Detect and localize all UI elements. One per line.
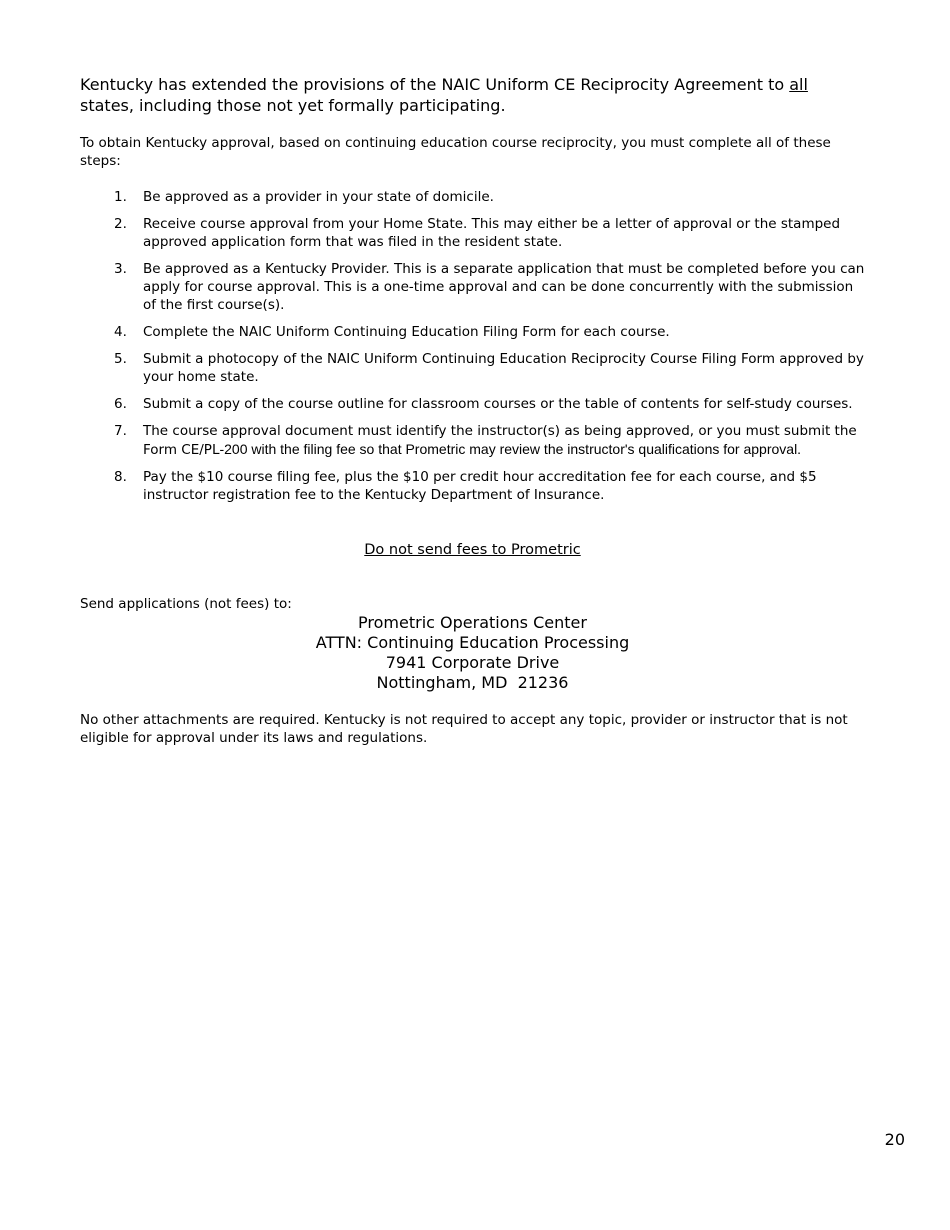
step-text: Complete the NAIC Uniform Continuing Education Filing Form for each course.: [143, 324, 670, 340]
list-item: [80, 323, 865, 341]
document-page: [80, 74, 865, 747]
steps-list: [80, 188, 865, 504]
step-number: 4.: [114, 324, 127, 340]
step-number: 1.: [114, 189, 127, 205]
closing-paragraph: No other attachments are required. Kentucky is not required to accept any topic, provider or instructor that is not eligible for approval under its laws and regulations.: [80, 712, 848, 746]
list-item: [80, 422, 865, 459]
step-number: 3.: [114, 261, 127, 277]
step-number: 7.: [114, 423, 127, 439]
step-text: Receive course approval from your Home State. This may either be a letter of approval or the stamped approved application form that was filed in the resident state.: [143, 216, 841, 250]
step-number: 5.: [114, 351, 127, 367]
step-number: 6.: [114, 396, 127, 412]
step-text: Submit a photocopy of the NAIC Uniform Continuing Education Reciprocity Course Filing Form approved by your home state.: [143, 351, 864, 385]
fees-warning: Do not send fees to Prometric: [364, 542, 581, 558]
send-applications-label: Send applications (not fees) to:: [80, 596, 292, 612]
step-text-continued: -200 with the filing fee so that Prometric may review the instructor's qualifications for approval.: [219, 441, 802, 457]
address-line-4: Nottingham, MD 21236: [376, 673, 569, 692]
step-text: The course approval document must identify the instructor(s) as being approved, or you must submit the Form CE/PL: [143, 423, 857, 458]
address-line-2: ATTN: Continuing Education Processing: [315, 633, 630, 652]
list-item: [80, 260, 865, 314]
page-number: 20: [884, 1130, 905, 1149]
step-number: 2.: [114, 216, 127, 232]
lead-paragraph: [80, 74, 865, 116]
step-text: Be approved as a Kentucky Provider. This is a separate application that must be completed before you can apply for course approval. This is a one-time approval and can be done concurrently with the submission of the first course(s).: [143, 261, 865, 313]
step-text: Pay the $10 course filing fee, plus the $10 per credit hour accreditation fee for each course, and $5 instructor registration fee to the Kentucky Department of Insurance.: [143, 469, 817, 503]
list-item: [80, 188, 865, 206]
step-number: 8.: [114, 469, 127, 485]
list-item: [80, 395, 865, 413]
mailing-address: [80, 613, 865, 693]
list-item: [80, 468, 865, 504]
intro-paragraph: To obtain Kentucky approval, based on continuing education course reciprocity, you must complete all of these steps:: [80, 135, 831, 169]
list-item: [80, 350, 865, 386]
list-item: [80, 215, 865, 251]
address-line-3: 7941 Corporate Drive: [385, 653, 560, 672]
step-text: Be approved as a provider in your state of domicile.: [143, 189, 494, 205]
lead-text-end: states, including those not yet formally participating.: [80, 96, 506, 115]
step-text: Submit a copy of the course outline for classroom courses or the table of contents for self-study courses.: [143, 396, 853, 412]
address-line-1: Prometric Operations Center: [358, 613, 587, 632]
lead-text-start: Kentucky has extended the provisions of the NAIC Uniform CE Reciprocity Agreement to: [80, 75, 790, 94]
lead-underlined-all: all: [789, 75, 808, 94]
